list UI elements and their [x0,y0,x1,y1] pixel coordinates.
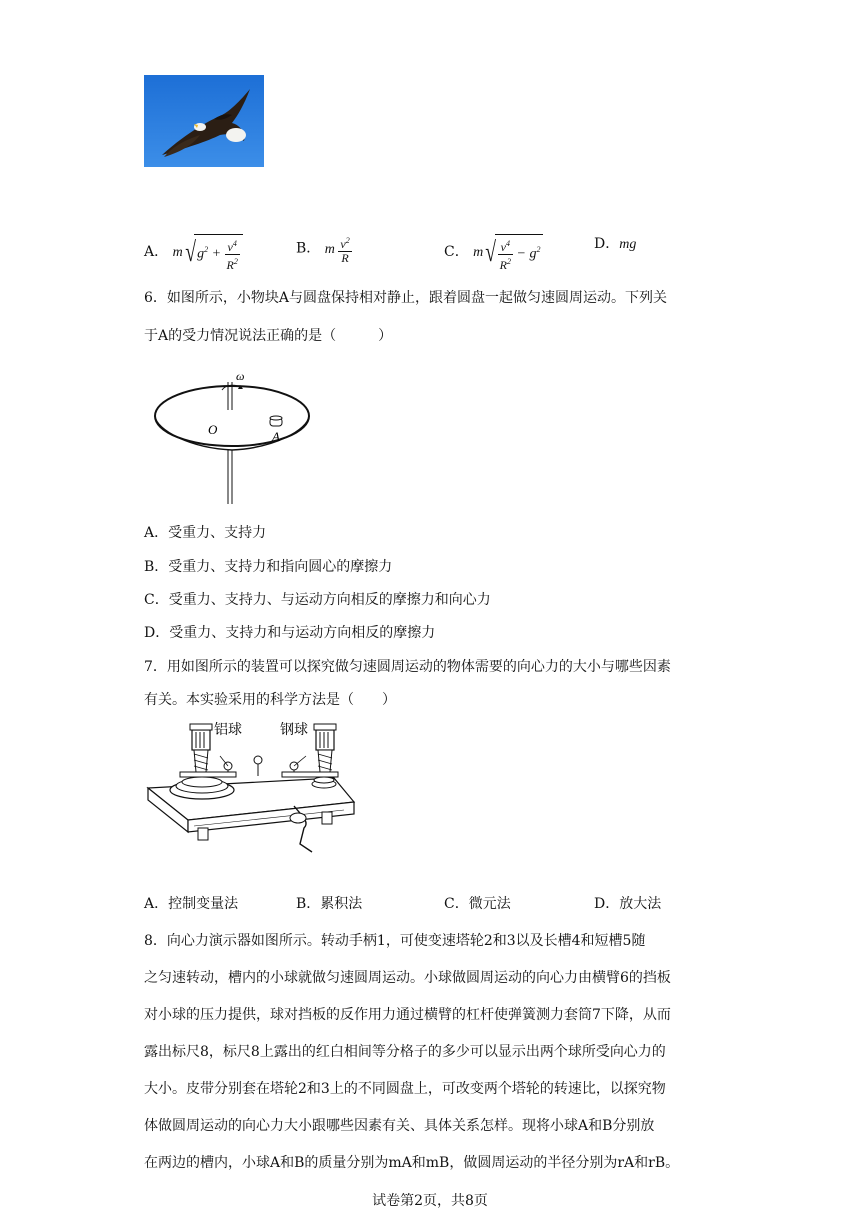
q5-option-c-label: C． [444,244,469,261]
q7-option-c[interactable]: C．微元法 [444,896,511,912]
q8-line-3: 对小球的压力提供，球对挡板的反作用力通过横臂的杠杆使弹簧测力套筒7下降，从而 [144,1007,671,1023]
q6-turntable-figure [150,368,330,508]
q7-figure-steel-label: 钢球 [280,722,308,738]
q5-option-d-label: D． [594,236,620,252]
eagle-photo [144,75,264,167]
q6-figure-o: O [208,422,218,437]
q7-stem-line1: 7．用如图所示的装置可以探究做匀速圆周运动的物体需要的向心力的大小与哪些因素 [144,659,671,675]
q5-option-b-formula: m $\frac{v^2}{R}$ [324,236,350,265]
q5-option-c[interactable] [444,234,543,272]
q7-option-b[interactable]: B．累积法 [296,896,363,912]
q6-figure-a: A [272,429,280,444]
q5-option-a-label: A． [144,244,169,261]
q5-option-d-formula: mg [619,237,637,252]
q8-line-7: 在两边的槽内，小球A和B的质量分别为mA和mB，做圆周运动的半径分别为rA和rB。 [144,1155,680,1171]
q5-option-d[interactable] [594,234,636,255]
q6-option-a[interactable]: A．受重力、支持力 [144,525,267,541]
q8-line-5: 大小。皮带分别套在塔轮2和3上的不同圆盘上，可改变两个塔轮的转速比，以探究物 [144,1081,666,1097]
q6-figure-omega: ω [236,369,245,383]
q7-option-d[interactable]: D．放大法 [594,896,662,912]
q5-option-a-formula: $m√g^2$ + $\frac{v^4}{R^2}$ [173,245,243,260]
q8-line-4: 露出标尺8，标尺8上露出的红白相间等分格子的多少可以显示出两个球所受向心力的 [144,1044,666,1060]
q6-option-b[interactable]: B．受重力、支持力和指向圆心的摩擦力 [144,559,393,575]
q7-figure-al-label: 铝球 [214,722,242,738]
q8-line-6: 体做圆周运动的向心力大小跟哪些因素有关、具体关系怎样。现将小球A和B分别放 [144,1118,655,1134]
q6-stem-line1: 6．如图所示，小物块A与圆盘保持相对静止，跟着圆盘一起做匀速圆周运动。下列关 [144,290,668,306]
q6-option-d[interactable]: D．受重力、支持力和与运动方向相反的摩擦力 [144,625,436,641]
q6-option-c[interactable]: C．受重力、支持力、与运动方向相反的摩擦力和向心力 [144,592,491,608]
q7-apparatus-figure [144,716,364,856]
q5-option-b[interactable] [296,234,352,265]
page-footer: 试卷第2页，共8页 [372,1193,488,1209]
q5-option-a[interactable] [144,234,243,272]
q8-line-1: 8．向心力演示器如图所示。转动手柄1，可使变速塔轮2和3以及长槽4和短槽5随 [144,933,646,949]
q5-option-c-formula: m√ $\frac{v^4}{R^2}$ − $g^2$ [473,245,543,260]
q7-option-a[interactable]: A．控制变量法 [144,896,239,912]
q5-option-b-label: B． [296,240,321,257]
q6-stem-line2: 于A的受力情况说法正确的是（ ） [144,328,393,344]
q7-stem-line2: 有关。本实验采用的科学方法是（ ） [144,692,396,708]
q8-line-2: 之匀速转动，槽内的小球就做匀速圆周运动。小球做圆周运动的向心力由横臂6的挡板 [144,970,671,986]
